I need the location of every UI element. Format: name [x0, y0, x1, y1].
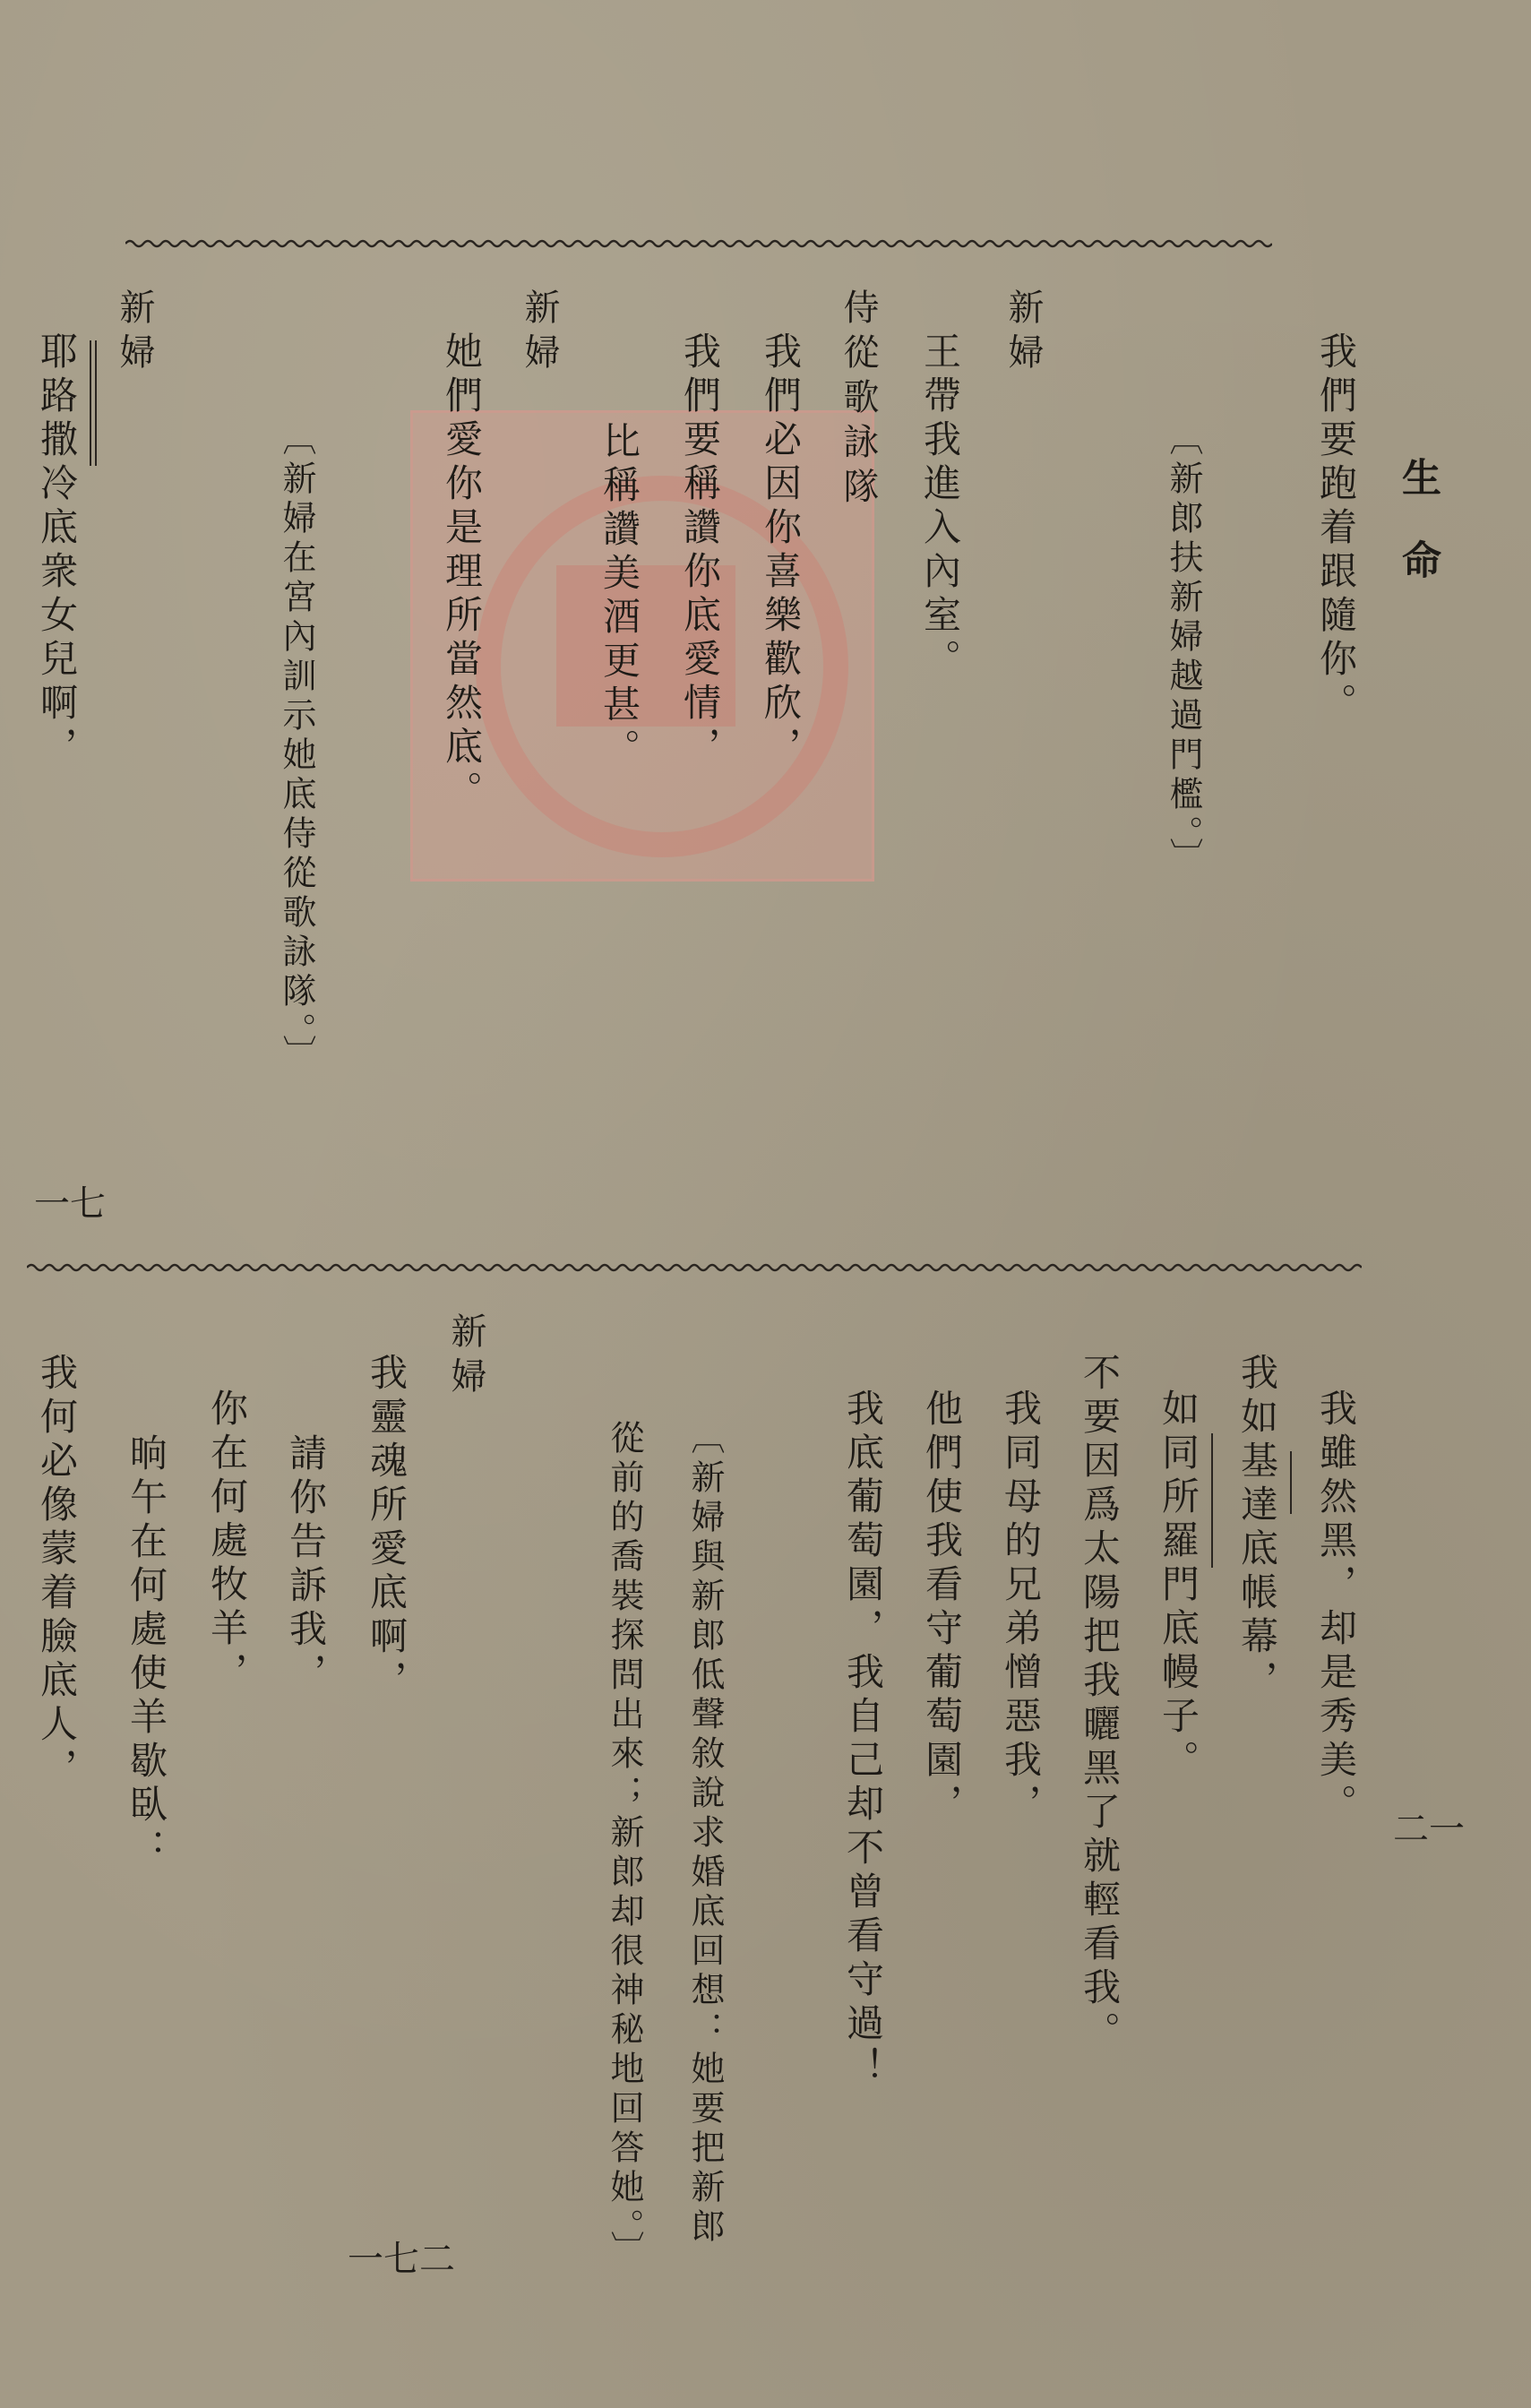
verse-line: 她們愛你是理所當然底。 — [440, 331, 484, 814]
verse-line: 晌午在何處使羊歇臥： — [125, 1433, 168, 1872]
upper-page-number: 一七 — [34, 1183, 106, 1225]
verse-line: 請你告訴我， — [284, 1433, 328, 1697]
proper-name-mark — [95, 340, 97, 466]
verse-line: 我靈魂所愛底啊， — [365, 1353, 409, 1704]
speaker-label: 侍從歌詠隊 — [838, 288, 879, 512]
verse-line: 我何必像蒙着臉底人， — [35, 1353, 79, 1792]
lower-wavy-divider — [27, 1259, 1362, 1277]
verse-line: 我底葡萄園，我自己却不曾看守過！ — [841, 1389, 885, 2091]
stage-direction: 〔新婦與新郎低聲敘說求婚底回想：她要把新郎 — [685, 1420, 725, 2248]
verse-line: 我們要稱讚你底愛情， — [678, 331, 722, 770]
verse-line: 我如基達底帳幕， — [1235, 1353, 1279, 1704]
speaker-label: 新婦 — [445, 1312, 486, 1402]
lower-page-number-right: 二一 — [1393, 1809, 1465, 1850]
lower-page-number-left: 一七二 — [348, 2239, 455, 2280]
speaker-label: 新婦 — [114, 288, 155, 378]
proper-name-mark — [1290, 1451, 1292, 1514]
proper-name-mark — [90, 340, 91, 466]
verse-line: 王帶我進入內室。 — [918, 331, 962, 683]
verse-line: 耶路撒冷底衆女兒啊， — [35, 331, 79, 770]
stage-direction: 從前的喬裝探問出來；新郎却很神秘地回答她。〕 — [605, 1420, 644, 2270]
verse-line: 你在何處牧羊， — [205, 1389, 249, 1696]
proper-name-mark — [1211, 1433, 1213, 1568]
stage-direction: 〔新婦在宮內訓示她底侍從歌詠隊。〕 — [277, 421, 316, 1074]
verse-line: 如同所羅門底幔子。 — [1157, 1389, 1200, 1784]
verse-line: 我同母的兄弟憎惡我， — [999, 1389, 1043, 1828]
upper-wavy-divider — [125, 235, 1272, 253]
speaker-label: 新婦 — [519, 288, 560, 378]
verse-line: 他們使我看守葡萄園， — [920, 1389, 964, 1828]
speaker-label: 新婦 — [1002, 288, 1044, 378]
verse-line: 我們必因你喜樂歡欣， — [759, 331, 803, 770]
verse-line: 我雖然黑，却是秀美。 — [1314, 1389, 1358, 1828]
verse-line: 比稱讚美酒更甚。 — [598, 421, 641, 772]
running-head: 生命 — [1395, 457, 1441, 622]
verse-line: 我們要跑着跟隨你。 — [1314, 331, 1358, 727]
stage-direction: 〔新郎扶新婦越過門檻。〕 — [1164, 421, 1203, 877]
verse-line: 不要因爲太陽把我曬黑了就輕看我。 — [1078, 1353, 1122, 2055]
